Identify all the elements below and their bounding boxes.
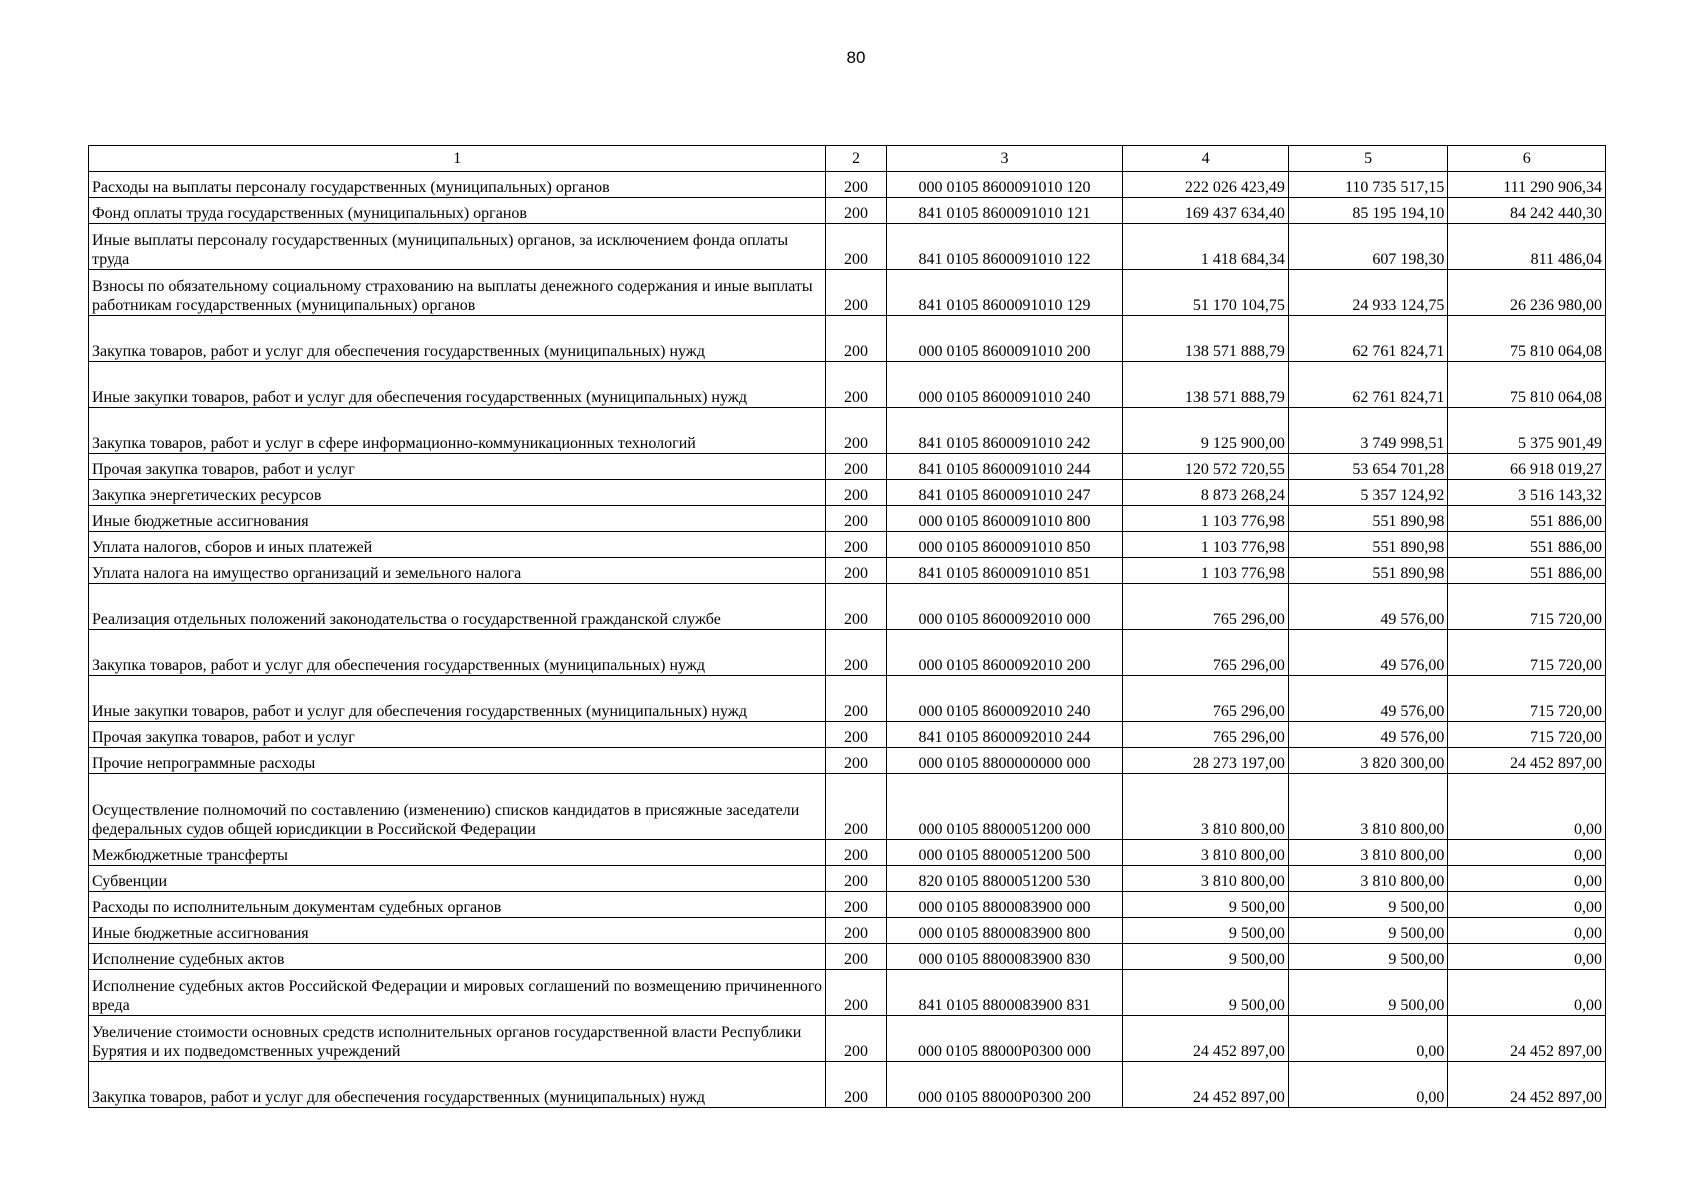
table-row xyxy=(89,408,1606,454)
row-unexecuted-amount-cell: 0,00 xyxy=(1448,918,1606,944)
row-budget-code-cell: 000 0105 8800051200 500 xyxy=(886,840,1123,866)
row-budget-code-cell: 841 0105 8600091010 851 xyxy=(886,558,1123,584)
row-approved-amount-cell: 169 437 634,40 xyxy=(1123,198,1289,224)
row-budget-code-cell: 841 0105 8800083900 831 xyxy=(886,970,1123,1016)
row-unexecuted-amount-cell: 24 452 897,00 xyxy=(1448,748,1606,774)
row-budget-code-cell: 000 0105 8600091010 240 xyxy=(886,362,1123,408)
row-name-cell: Иные закупки товаров, работ и услуг для обеспечения государственных (муниципальных) нужд xyxy=(89,676,826,722)
table-row xyxy=(89,918,1606,944)
row-unexecuted-amount-cell: 75 810 064,08 xyxy=(1448,362,1606,408)
row-unexecuted-amount-cell: 0,00 xyxy=(1448,892,1606,918)
row-name-cell: Исполнение судебных актов xyxy=(89,944,826,970)
row-name-cell: Закупка товаров, работ и услуг для обеспечения государственных (муниципальных) нужд xyxy=(89,316,826,362)
row-line-code-cell: 200 xyxy=(826,558,886,584)
row-name-cell: Реализация отдельных положений законодательства о государственной гражданской службе xyxy=(89,584,826,630)
table-row xyxy=(89,748,1606,774)
row-approved-amount-cell: 1 103 776,98 xyxy=(1123,506,1289,532)
row-approved-amount-cell: 3 810 800,00 xyxy=(1123,866,1289,892)
row-executed-amount-cell: 110 735 517,15 xyxy=(1288,172,1448,198)
row-line-code-cell: 200 xyxy=(826,362,886,408)
row-unexecuted-amount-cell: 0,00 xyxy=(1448,866,1606,892)
row-name-cell: Фонд оплаты труда государственных (муниципальных) органов xyxy=(89,198,826,224)
row-budget-code-cell: 000 0105 8800083900 000 xyxy=(886,892,1123,918)
row-unexecuted-amount-cell: 715 720,00 xyxy=(1448,722,1606,748)
row-line-code-cell: 200 xyxy=(826,774,886,840)
row-name-cell: Иные бюджетные ассигнования xyxy=(89,918,826,944)
row-line-code-cell: 200 xyxy=(826,408,886,454)
row-budget-code-cell: 841 0105 8600091010 244 xyxy=(886,454,1123,480)
table-row xyxy=(89,944,1606,970)
row-budget-code-cell: 000 0105 88000P0300 000 xyxy=(886,1016,1123,1062)
header-cell-4: 4 xyxy=(1123,146,1289,172)
row-unexecuted-amount-cell: 0,00 xyxy=(1448,840,1606,866)
row-name-cell: Уплата налога на имущество организаций и земельного налога xyxy=(89,558,826,584)
row-budget-code-cell: 000 0105 8600092010 200 xyxy=(886,630,1123,676)
row-unexecuted-amount-cell: 24 452 897,00 xyxy=(1448,1016,1606,1062)
row-unexecuted-amount-cell: 551 886,00 xyxy=(1448,506,1606,532)
row-executed-amount-cell: 551 890,98 xyxy=(1288,506,1448,532)
row-executed-amount-cell: 5 357 124,92 xyxy=(1288,480,1448,506)
row-name-cell: Взносы по обязательному социальному страхованию на выплаты денежного содержания и иные выплаты работникам государственных (муниципальных) органов xyxy=(89,270,826,316)
row-budget-code-cell: 000 0105 8800083900 800 xyxy=(886,918,1123,944)
row-unexecuted-amount-cell: 715 720,00 xyxy=(1448,584,1606,630)
table-row xyxy=(89,584,1606,630)
row-approved-amount-cell: 9 500,00 xyxy=(1123,970,1289,1016)
table-row xyxy=(89,892,1606,918)
row-executed-amount-cell: 0,00 xyxy=(1288,1016,1448,1062)
row-budget-code-cell: 841 0105 8600091010 247 xyxy=(886,480,1123,506)
row-executed-amount-cell: 53 654 701,28 xyxy=(1288,454,1448,480)
table-row xyxy=(89,1016,1606,1062)
row-name-cell: Осуществление полномочий по составлению (изменению) списков кандидатов в присяжные заседатели федеральных судов общей юрисдикции в Российской Федерации xyxy=(89,774,826,840)
row-unexecuted-amount-cell: 0,00 xyxy=(1448,774,1606,840)
row-approved-amount-cell: 24 452 897,00 xyxy=(1123,1062,1289,1108)
row-approved-amount-cell: 9 500,00 xyxy=(1123,944,1289,970)
row-name-cell: Межбюджетные трансферты xyxy=(89,840,826,866)
table-row xyxy=(89,630,1606,676)
row-approved-amount-cell: 765 296,00 xyxy=(1123,630,1289,676)
row-budget-code-cell: 820 0105 8800051200 530 xyxy=(886,866,1123,892)
header-cell-2: 2 xyxy=(826,146,886,172)
row-executed-amount-cell: 9 500,00 xyxy=(1288,970,1448,1016)
row-executed-amount-cell: 49 576,00 xyxy=(1288,630,1448,676)
row-approved-amount-cell: 222 026 423,49 xyxy=(1123,172,1289,198)
row-line-code-cell: 200 xyxy=(826,454,886,480)
table-row xyxy=(89,480,1606,506)
row-name-cell: Закупка энергетических ресурсов xyxy=(89,480,826,506)
row-name-cell: Иные бюджетные ассигнования xyxy=(89,506,826,532)
row-budget-code-cell: 841 0105 8600091010 242 xyxy=(886,408,1123,454)
row-unexecuted-amount-cell: 3 516 143,32 xyxy=(1448,480,1606,506)
table-row xyxy=(89,362,1606,408)
row-name-cell: Закупка товаров, работ и услуг для обеспечения государственных (муниципальных) нужд xyxy=(89,1062,826,1108)
row-unexecuted-amount-cell: 26 236 980,00 xyxy=(1448,270,1606,316)
row-name-cell: Прочая закупка товаров, работ и услуг xyxy=(89,722,826,748)
table-row xyxy=(89,970,1606,1016)
row-line-code-cell: 200 xyxy=(826,172,886,198)
row-executed-amount-cell: 3 749 998,51 xyxy=(1288,408,1448,454)
row-line-code-cell: 200 xyxy=(826,866,886,892)
row-unexecuted-amount-cell: 715 720,00 xyxy=(1448,676,1606,722)
row-approved-amount-cell: 138 571 888,79 xyxy=(1123,362,1289,408)
table-row xyxy=(89,270,1606,316)
row-budget-code-cell: 841 0105 8600092010 244 xyxy=(886,722,1123,748)
row-executed-amount-cell: 3 810 800,00 xyxy=(1288,774,1448,840)
row-budget-code-cell: 000 0105 8600092010 000 xyxy=(886,584,1123,630)
budget-execution-table xyxy=(88,145,1606,1108)
row-approved-amount-cell: 51 170 104,75 xyxy=(1123,270,1289,316)
row-budget-code-cell: 000 0105 8800000000 000 xyxy=(886,748,1123,774)
row-line-code-cell: 200 xyxy=(826,918,886,944)
row-name-cell: Иные выплаты персоналу государственных (муниципальных) органов, за исключением фонда оплаты труда xyxy=(89,224,826,270)
row-name-cell: Расходы по исполнительным документам судебных органов xyxy=(89,892,826,918)
row-executed-amount-cell: 49 576,00 xyxy=(1288,584,1448,630)
row-line-code-cell: 200 xyxy=(826,224,886,270)
row-line-code-cell: 200 xyxy=(826,748,886,774)
row-line-code-cell: 200 xyxy=(826,270,886,316)
header-cell-5: 5 xyxy=(1288,146,1448,172)
row-executed-amount-cell: 49 576,00 xyxy=(1288,722,1448,748)
row-name-cell: Прочие непрограммные расходы xyxy=(89,748,826,774)
row-approved-amount-cell: 24 452 897,00 xyxy=(1123,1016,1289,1062)
row-executed-amount-cell: 3 810 800,00 xyxy=(1288,840,1448,866)
row-unexecuted-amount-cell: 24 452 897,00 xyxy=(1448,1062,1606,1108)
row-executed-amount-cell: 3 810 800,00 xyxy=(1288,866,1448,892)
row-approved-amount-cell: 765 296,00 xyxy=(1123,722,1289,748)
row-name-cell: Закупка товаров, работ и услуг для обеспечения государственных (муниципальных) нужд xyxy=(89,630,826,676)
row-name-cell: Закупка товаров, работ и услуг в сфере информационно-коммуникационных технологий xyxy=(89,408,826,454)
row-approved-amount-cell: 765 296,00 xyxy=(1123,676,1289,722)
row-line-code-cell: 200 xyxy=(826,892,886,918)
table-row xyxy=(89,1062,1606,1108)
row-budget-code-cell: 000 0105 8600091010 800 xyxy=(886,506,1123,532)
row-line-code-cell: 200 xyxy=(826,506,886,532)
row-approved-amount-cell: 9 500,00 xyxy=(1123,892,1289,918)
row-executed-amount-cell: 62 761 824,71 xyxy=(1288,362,1448,408)
row-approved-amount-cell: 765 296,00 xyxy=(1123,584,1289,630)
row-line-code-cell: 200 xyxy=(826,1062,886,1108)
row-budget-code-cell: 000 0105 8600092010 240 xyxy=(886,676,1123,722)
row-line-code-cell: 200 xyxy=(826,722,886,748)
row-name-cell: Увеличение стоимости основных средств исполнительных органов государственной власти Республики Бурятия и их подведомственных учреждений xyxy=(89,1016,826,1062)
table-row xyxy=(89,840,1606,866)
row-approved-amount-cell: 28 273 197,00 xyxy=(1123,748,1289,774)
row-line-code-cell: 200 xyxy=(826,532,886,558)
table-row xyxy=(89,172,1606,198)
row-budget-code-cell: 000 0105 8800051200 000 xyxy=(886,774,1123,840)
row-name-cell: Прочая закупка товаров, работ и услуг xyxy=(89,454,826,480)
row-line-code-cell: 200 xyxy=(826,316,886,362)
row-name-cell: Расходы на выплаты персоналу государственных (муниципальных) органов xyxy=(89,172,826,198)
row-approved-amount-cell: 138 571 888,79 xyxy=(1123,316,1289,362)
table-row xyxy=(89,198,1606,224)
row-budget-code-cell: 000 0105 8600091010 200 xyxy=(886,316,1123,362)
row-executed-amount-cell: 551 890,98 xyxy=(1288,532,1448,558)
table-row xyxy=(89,676,1606,722)
row-budget-code-cell: 000 0105 8800083900 830 xyxy=(886,944,1123,970)
table-row xyxy=(89,774,1606,840)
header-cell-3: 3 xyxy=(886,146,1123,172)
row-line-code-cell: 200 xyxy=(826,970,886,1016)
row-budget-code-cell: 000 0105 8600091010 850 xyxy=(886,532,1123,558)
page-number: 80 xyxy=(846,48,866,67)
row-line-code-cell: 200 xyxy=(826,198,886,224)
table-row xyxy=(89,722,1606,748)
row-approved-amount-cell: 1 103 776,98 xyxy=(1123,558,1289,584)
row-line-code-cell: 200 xyxy=(826,630,886,676)
row-executed-amount-cell: 9 500,00 xyxy=(1288,918,1448,944)
table-row xyxy=(89,316,1606,362)
table-row xyxy=(89,506,1606,532)
row-unexecuted-amount-cell: 5 375 901,49 xyxy=(1448,408,1606,454)
row-line-code-cell: 200 xyxy=(826,584,886,630)
row-executed-amount-cell: 9 500,00 xyxy=(1288,944,1448,970)
row-budget-code-cell: 841 0105 8600091010 121 xyxy=(886,198,1123,224)
row-executed-amount-cell: 607 198,30 xyxy=(1288,224,1448,270)
row-budget-code-cell: 000 0105 88000P0300 200 xyxy=(886,1062,1123,1108)
table-row xyxy=(89,558,1606,584)
row-budget-code-cell: 841 0105 8600091010 129 xyxy=(886,270,1123,316)
row-unexecuted-amount-cell: 66 918 019,27 xyxy=(1448,454,1606,480)
row-executed-amount-cell: 9 500,00 xyxy=(1288,892,1448,918)
row-unexecuted-amount-cell: 811 486,04 xyxy=(1448,224,1606,270)
row-approved-amount-cell: 3 810 800,00 xyxy=(1123,774,1289,840)
row-executed-amount-cell: 24 933 124,75 xyxy=(1288,270,1448,316)
row-unexecuted-amount-cell: 0,00 xyxy=(1448,970,1606,1016)
row-line-code-cell: 200 xyxy=(826,480,886,506)
row-unexecuted-amount-cell: 111 290 906,34 xyxy=(1448,172,1606,198)
row-budget-code-cell: 000 0105 8600091010 120 xyxy=(886,172,1123,198)
table-row xyxy=(89,866,1606,892)
row-executed-amount-cell: 62 761 824,71 xyxy=(1288,316,1448,362)
row-line-code-cell: 200 xyxy=(826,840,886,866)
row-unexecuted-amount-cell: 551 886,00 xyxy=(1448,532,1606,558)
row-approved-amount-cell: 1 418 684,34 xyxy=(1123,224,1289,270)
row-unexecuted-amount-cell: 0,00 xyxy=(1448,944,1606,970)
row-executed-amount-cell: 0,00 xyxy=(1288,1062,1448,1108)
row-unexecuted-amount-cell: 75 810 064,08 xyxy=(1448,316,1606,362)
row-name-cell: Исполнение судебных актов Российской Федерации и мировых соглашений по возмещению причиненного вреда xyxy=(89,970,826,1016)
row-line-code-cell: 200 xyxy=(826,944,886,970)
table-header-row xyxy=(89,146,1606,172)
row-approved-amount-cell: 9 500,00 xyxy=(1123,918,1289,944)
header-cell-1: 1 xyxy=(89,146,826,172)
row-name-cell: Уплата налогов, сборов и иных платежей xyxy=(89,532,826,558)
table-row xyxy=(89,224,1606,270)
row-line-code-cell: 200 xyxy=(826,1016,886,1062)
table-row xyxy=(89,532,1606,558)
row-executed-amount-cell: 551 890,98 xyxy=(1288,558,1448,584)
row-name-cell: Иные закупки товаров, работ и услуг для обеспечения государственных (муниципальных) нужд xyxy=(89,362,826,408)
row-budget-code-cell: 841 0105 8600091010 122 xyxy=(886,224,1123,270)
row-approved-amount-cell: 8 873 268,24 xyxy=(1123,480,1289,506)
row-executed-amount-cell: 85 195 194,10 xyxy=(1288,198,1448,224)
row-executed-amount-cell: 49 576,00 xyxy=(1288,676,1448,722)
row-approved-amount-cell: 120 572 720,55 xyxy=(1123,454,1289,480)
row-line-code-cell: 200 xyxy=(826,676,886,722)
row-executed-amount-cell: 3 820 300,00 xyxy=(1288,748,1448,774)
row-approved-amount-cell: 3 810 800,00 xyxy=(1123,840,1289,866)
row-approved-amount-cell: 1 103 776,98 xyxy=(1123,532,1289,558)
row-unexecuted-amount-cell: 715 720,00 xyxy=(1448,630,1606,676)
header-cell-6: 6 xyxy=(1448,146,1606,172)
row-unexecuted-amount-cell: 84 242 440,30 xyxy=(1448,198,1606,224)
table-row xyxy=(89,454,1606,480)
row-unexecuted-amount-cell: 551 886,00 xyxy=(1448,558,1606,584)
row-name-cell: Субвенции xyxy=(89,866,826,892)
row-approved-amount-cell: 9 125 900,00 xyxy=(1123,408,1289,454)
